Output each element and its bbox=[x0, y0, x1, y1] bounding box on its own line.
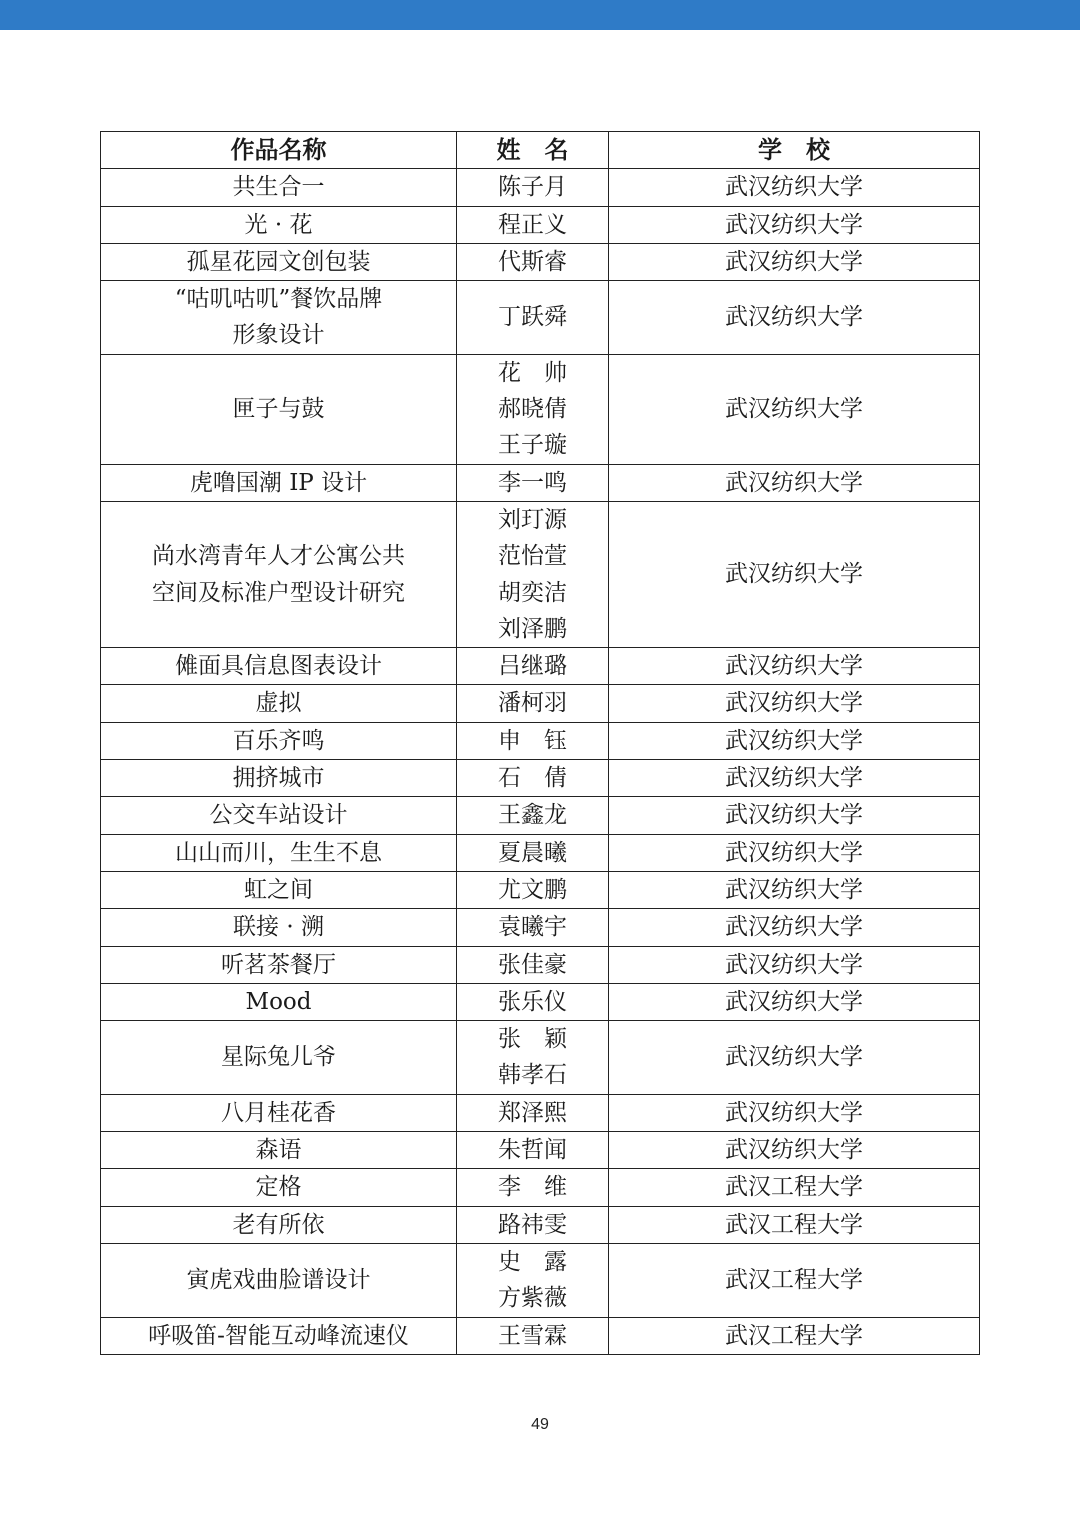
table-row bbox=[101, 169, 980, 206]
school-name: 武汉纺织大学 bbox=[609, 834, 980, 871]
work-title: 森语 bbox=[101, 1132, 457, 1169]
school-name: 武汉纺织大学 bbox=[609, 648, 980, 685]
work-title: Mood bbox=[101, 983, 457, 1020]
work-title: 听茗茶餐厅 bbox=[101, 946, 457, 983]
school-name: 武汉纺织大学 bbox=[609, 464, 980, 501]
table-row bbox=[101, 501, 980, 647]
author-names: 史 露 方紫薇 bbox=[457, 1243, 609, 1317]
author-names: 陈子月 bbox=[457, 169, 609, 206]
table-row bbox=[101, 834, 980, 871]
school-name: 武汉工程大学 bbox=[609, 1317, 980, 1354]
author-names: 石 倩 bbox=[457, 760, 609, 797]
table-row bbox=[101, 871, 980, 908]
author-names: 王鑫龙 bbox=[457, 797, 609, 834]
top-banner bbox=[0, 0, 1080, 30]
work-title: 光 · 花 bbox=[101, 206, 457, 243]
author-names: 申 钰 bbox=[457, 722, 609, 759]
school-name: 武汉纺织大学 bbox=[609, 1132, 980, 1169]
work-title: 寅虎戏曲脸谱设计 bbox=[101, 1243, 457, 1317]
table-row bbox=[101, 281, 980, 355]
author-names: 代斯睿 bbox=[457, 243, 609, 280]
table-row bbox=[101, 946, 980, 983]
column-header-school: 学 校 bbox=[609, 132, 980, 169]
table-row bbox=[101, 909, 980, 946]
author-names: 尤文鹏 bbox=[457, 871, 609, 908]
author-names: 张佳豪 bbox=[457, 946, 609, 983]
work-title: 呼吸笛-智能互动峰流速仪 bbox=[101, 1317, 457, 1354]
table-row bbox=[101, 206, 980, 243]
author-names: 花 帅 郝晓倩 王子璇 bbox=[457, 354, 609, 464]
table-row bbox=[101, 1206, 980, 1243]
work-title: “咕叽咕叽”餐饮品牌 形象设计 bbox=[101, 281, 457, 355]
work-title: 山山而川，生生不息 bbox=[101, 834, 457, 871]
school-name: 武汉纺织大学 bbox=[609, 797, 980, 834]
table-row bbox=[101, 354, 980, 464]
table-row bbox=[101, 797, 980, 834]
work-title: 尚水湾青年人才公寓公共 空间及标准户型设计研究 bbox=[101, 501, 457, 647]
author-names: 潘柯羽 bbox=[457, 685, 609, 722]
work-title: 虚拟 bbox=[101, 685, 457, 722]
column-header-name: 姓 名 bbox=[457, 132, 609, 169]
school-name: 武汉纺织大学 bbox=[609, 354, 980, 464]
author-names: 程正义 bbox=[457, 206, 609, 243]
table-row bbox=[101, 983, 980, 1020]
author-names: 路祎雯 bbox=[457, 1206, 609, 1243]
table-row bbox=[101, 243, 980, 280]
table-row bbox=[101, 1317, 980, 1354]
author-names: 郑泽熙 bbox=[457, 1094, 609, 1131]
work-title: 傩面具信息图表设计 bbox=[101, 648, 457, 685]
school-name: 武汉纺织大学 bbox=[609, 909, 980, 946]
author-names: 夏晨曦 bbox=[457, 834, 609, 871]
school-name: 武汉纺织大学 bbox=[609, 243, 980, 280]
author-names: 朱哲闻 bbox=[457, 1132, 609, 1169]
school-name: 武汉工程大学 bbox=[609, 1169, 980, 1206]
work-title: 公交车站设计 bbox=[101, 797, 457, 834]
work-title: 星际兔儿爷 bbox=[101, 1021, 457, 1095]
school-name: 武汉纺织大学 bbox=[609, 871, 980, 908]
author-names: 王雪霖 bbox=[457, 1317, 609, 1354]
page-number: 49 bbox=[531, 1416, 549, 1433]
school-name: 武汉工程大学 bbox=[609, 1206, 980, 1243]
work-title: 联接 · 溯 bbox=[101, 909, 457, 946]
work-title: 共生合一 bbox=[101, 169, 457, 206]
table-row bbox=[101, 648, 980, 685]
author-names: 张 颖 韩孝石 bbox=[457, 1021, 609, 1095]
school-name: 武汉纺织大学 bbox=[609, 685, 980, 722]
school-name: 武汉纺织大学 bbox=[609, 760, 980, 797]
table-row bbox=[101, 1243, 980, 1317]
school-name: 武汉工程大学 bbox=[609, 1243, 980, 1317]
table-header-row bbox=[101, 132, 980, 169]
school-name: 武汉纺织大学 bbox=[609, 169, 980, 206]
work-title: 八月桂花香 bbox=[101, 1094, 457, 1131]
work-title: 虹之间 bbox=[101, 871, 457, 908]
work-title: 百乐齐鸣 bbox=[101, 722, 457, 759]
author-names: 丁跃舜 bbox=[457, 281, 609, 355]
table-row bbox=[101, 464, 980, 501]
table-row bbox=[101, 722, 980, 759]
table-row bbox=[101, 1094, 980, 1131]
author-names: 袁曦宇 bbox=[457, 909, 609, 946]
school-name: 武汉纺织大学 bbox=[609, 946, 980, 983]
author-names: 吕继璐 bbox=[457, 648, 609, 685]
work-title: 定格 bbox=[101, 1169, 457, 1206]
work-title: 虎噜国潮 IP 设计 bbox=[101, 464, 457, 501]
table-row bbox=[101, 1132, 980, 1169]
author-names: 李 维 bbox=[457, 1169, 609, 1206]
school-name: 武汉纺织大学 bbox=[609, 983, 980, 1020]
school-name: 武汉纺织大学 bbox=[609, 1021, 980, 1095]
work-title: 孤星花园文创包装 bbox=[101, 243, 457, 280]
school-name: 武汉纺织大学 bbox=[609, 501, 980, 647]
school-name: 武汉纺织大学 bbox=[609, 281, 980, 355]
school-name: 武汉纺织大学 bbox=[609, 722, 980, 759]
author-names: 刘玎源 范怡萱 胡奕洁 刘泽鹏 bbox=[457, 501, 609, 647]
work-title: 老有所依 bbox=[101, 1206, 457, 1243]
author-names: 张乐仪 bbox=[457, 983, 609, 1020]
awards-table bbox=[100, 131, 980, 1355]
work-title: 拥挤城市 bbox=[101, 760, 457, 797]
table-row bbox=[101, 685, 980, 722]
column-header-work: 作品名称 bbox=[101, 132, 457, 169]
table-row bbox=[101, 1021, 980, 1095]
work-title: 匣子与鼓 bbox=[101, 354, 457, 464]
table-row bbox=[101, 760, 980, 797]
school-name: 武汉纺织大学 bbox=[609, 206, 980, 243]
table-row bbox=[101, 1169, 980, 1206]
school-name: 武汉纺织大学 bbox=[609, 1094, 980, 1131]
author-names: 李一鸣 bbox=[457, 464, 609, 501]
